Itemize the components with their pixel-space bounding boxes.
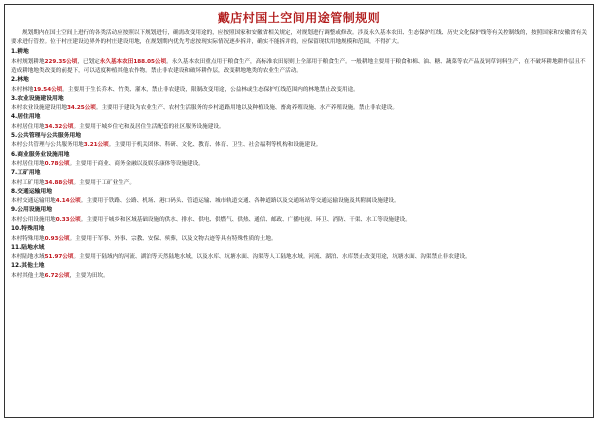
section-text xyxy=(11,86,587,95)
rule-section xyxy=(11,169,587,188)
section-text xyxy=(11,104,587,113)
sections-container xyxy=(11,48,587,281)
section-text xyxy=(11,179,587,188)
highlighted-figure: 19.54公顷 xyxy=(33,86,63,93)
text-run: 。主要用于陆域内的河流、湖泊等天然陆地水域，以及水库、坑塘水面、沟渠等人工陆地水域。河流、湖泊、水库禁止改变用途，坑塘水面、沟渠禁止非农建设。 xyxy=(73,254,471,261)
text-run: 。主要用于工矿业生产。 xyxy=(73,179,136,186)
highlighted-figure: 0.33公顷 xyxy=(55,216,81,223)
text-run: 本村农业设施建设用地 xyxy=(11,105,67,112)
rule-section xyxy=(11,262,587,281)
rule-section xyxy=(11,206,587,225)
section-text xyxy=(11,123,587,132)
highlighted-figure: 51.97公顷 xyxy=(44,254,74,261)
text-run: 。主要用于建设为农业生产、农村生活服务的乡村道路用地以及种植设施、畜禽养殖设施、水产养殖设施。禁止非农建设。 xyxy=(95,105,398,112)
section-heading: 1.耕地 xyxy=(11,49,29,56)
text-run: 。主要用于城乡和区域基础设施的供水、排水、供电、供燃气、供热、通信、邮政、广播电视、环卫、消防、干渠、水工等设施建设。 xyxy=(80,216,411,223)
section-text xyxy=(11,216,587,225)
section-heading: 11.陆地水域 xyxy=(11,244,45,251)
rule-section xyxy=(11,95,587,114)
text-run: 。永久基本农田重点用于粮食生产，高标准农田原则上全部用于粮食生产。一般耕地主要用于粮食和棉、油、糖、蔬菜等农产品及饲草饲料生产，在不破坏耕地耕作层且不造成耕地地类改变的前提下，可以适度种植其他农作物。禁止非农建设和破坏耕作层，改变耕地地类的农业生产活动。 xyxy=(11,58,586,75)
text-run: 本村规划耕地 xyxy=(11,58,45,65)
section-text xyxy=(11,272,587,281)
highlighted-figure: 34.88公顷 xyxy=(44,179,74,186)
text-run: 。主要用于军事、外事、宗教、安保、殡葬，以及文物古迹等具有特殊性质的土地。 xyxy=(69,235,277,242)
rule-section xyxy=(11,132,587,151)
text-run: 本村公共管理与公共服务用地 xyxy=(11,142,84,149)
rule-section xyxy=(11,225,587,244)
text-run: 本村陆地水域 xyxy=(11,254,45,261)
highlighted-figure: 34.32公顷 xyxy=(44,123,74,130)
text-run: ，主要为田坎。 xyxy=(69,272,109,279)
rule-section xyxy=(11,188,587,207)
text-run: 。主要用于铁路、公路、机场、港口码头、管道运输、城市轨道交通、各种道路以及交通场站等交通运输设施及其附属设施建设。 xyxy=(80,198,400,205)
section-text xyxy=(11,160,587,169)
document-title: 戴店村国土空间用途管制规则 xyxy=(217,11,381,25)
section-heading: 10.特殊用地 xyxy=(11,226,45,233)
section-text xyxy=(11,141,587,150)
rule-section xyxy=(11,113,587,132)
intro-paragraph: 规划期内在国土空间上进行的各类活动应按照以下规划进行，确需改变用途的，应按照国家和安徽省相关规定，对规划进行调整或修改。涉及永久基本农田、生态保护红线、历史文化保护线等有关控制线的，按照国家和安徽省有关要求进行管控。位于村庄建设边界外的村庄建设用地，在规划期内优先考虑按现实际情况逐步拆并，确实不能拆并的，应保留现状用地规模和范围，不得扩大。 xyxy=(11,30,587,46)
highlighted-figure: 4.14公顷 xyxy=(55,198,81,205)
text-run: 本村其他土地 xyxy=(11,272,45,279)
section-heading: 9.公用设施用地 xyxy=(11,207,53,214)
text-run: 本村林地 xyxy=(11,86,34,93)
section-text xyxy=(11,253,587,262)
text-run: 。主要用于商业、商务金融以及娱乐康体等设施建设。 xyxy=(69,161,204,168)
document-frame xyxy=(4,4,594,418)
highlighted-figure: 永久基本农田188.05公顷 xyxy=(99,58,167,65)
section-heading: 4.居住用地 xyxy=(11,114,41,121)
highlighted-figure: 0.78公顷 xyxy=(44,161,70,168)
rule-section xyxy=(11,244,587,263)
section-heading: 7.工矿用地 xyxy=(11,170,41,177)
section-heading: 2.林地 xyxy=(11,77,29,84)
text-run: 本村居住用地 xyxy=(11,161,45,168)
section-heading: 12.其他土地 xyxy=(11,263,45,270)
rule-section xyxy=(11,76,587,95)
section-text xyxy=(11,235,587,244)
section-heading: 5.公共管理与公共服务用地 xyxy=(11,133,82,140)
section-text xyxy=(11,58,587,76)
section-heading: 3.农业设施建设用地 xyxy=(11,95,64,102)
highlighted-figure: 3.21公顷 xyxy=(83,142,109,149)
text-run: ，已划定 xyxy=(77,58,100,65)
text-run: 本村特殊用地 xyxy=(11,235,45,242)
highlighted-figure: 0.93公顷 xyxy=(44,235,70,242)
text-run: 本村工矿用地 xyxy=(11,179,45,186)
highlighted-figure: 6.72公顷 xyxy=(44,272,70,279)
highlighted-figure: 229.35公顷 xyxy=(44,58,78,65)
section-heading: 6.商业服务业设施用地 xyxy=(11,151,70,158)
text-run: 本村公用设施用地 xyxy=(11,216,56,223)
text-run: 本村交通运输用地 xyxy=(11,198,56,205)
text-run: 。主要用于生长乔木、竹类、灌木，禁止非农建设，限制改变用途，公益林或生态保护红线范围内的林地禁止改变用途。 xyxy=(62,86,359,93)
section-heading: 8.交通运输用地 xyxy=(11,188,53,195)
text-run: 本村居住用地 xyxy=(11,123,45,130)
highlighted-figure: 34.25公顷 xyxy=(66,105,96,112)
text-run: 。主要用于机关团体、科研、文化、教育、体育、卫生、社会福利等机构和设施建设。 xyxy=(108,142,322,149)
rule-section xyxy=(11,151,587,170)
rule-section xyxy=(11,48,587,76)
section-text xyxy=(11,197,587,206)
text-run: 。主要用于城乡住宅和及居住生活配套的社区服务设施建设。 xyxy=(73,123,225,130)
